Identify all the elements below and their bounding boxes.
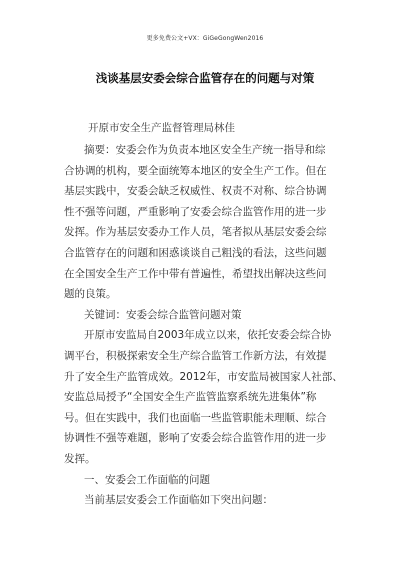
abstract-line: 摘要：安委会作为负责本地区安全生产统一指导和综 (84, 144, 326, 156)
author-line: 开原市安全生产监督管理局林佳 (88, 122, 235, 134)
intro-line: 调平台，积极探索安全生产综合监管工作新方法，有效提 (64, 349, 327, 362)
abstract-paragraph (64, 140, 346, 511)
intro-line: 号。但在实践中，我们也面临一些监管职能未理顺、综合 (64, 411, 327, 424)
document-title: 浅谈基层安委会综合监管存在的问题与对策 (95, 71, 315, 85)
section-heading: 一、安委会工作面临的问题 (84, 473, 210, 486)
section-intro-line: 当前基层安委会工作面临如下突出问题： (84, 494, 273, 507)
intro-line: 开原市安监局自2003年成立以来，依托安委会综合协 (84, 329, 332, 342)
watermark-text: 更多免费公文+VX：GiGeGongWen2016 (146, 35, 264, 42)
intro-line: 发挥。 (64, 452, 96, 465)
abstract-line: 性不强等问题，严重影响了安委会综合监管作用的进一步 (64, 205, 327, 218)
abstract-line: 基层实践中，安委会缺乏权威性、权责不对称、综合协调 (64, 185, 327, 198)
abstract-line: 在全国安全生产工作中带有普遍性，希望找出解决这些问 (64, 267, 327, 280)
intro-line: 安监总局授予“全国安全生产监管监察系统先进集体”称 (64, 391, 317, 404)
abstract-line: 题的良策。 (64, 288, 117, 301)
abstract-line: 合监管存在的问题和困惑谈谈自己粗浅的看法，这些问题 (64, 246, 327, 259)
keywords-line: 关键词：安委会综合监管问题对策 (84, 308, 242, 321)
abstract-line: 发挥。作为基层安委办工作人员，笔者拟从基层安委会综 (64, 226, 327, 239)
abstract-line: 合协调的机构，要全面统筹本地区的安全生产工作。但在 (64, 164, 327, 177)
intro-line: 协调性不强等难题，影响了安委会综合监管作用的进一步 (64, 432, 327, 445)
intro-line: 升了安全生产监管成效。2012年，市安监局被国家人社部、 (64, 370, 343, 383)
